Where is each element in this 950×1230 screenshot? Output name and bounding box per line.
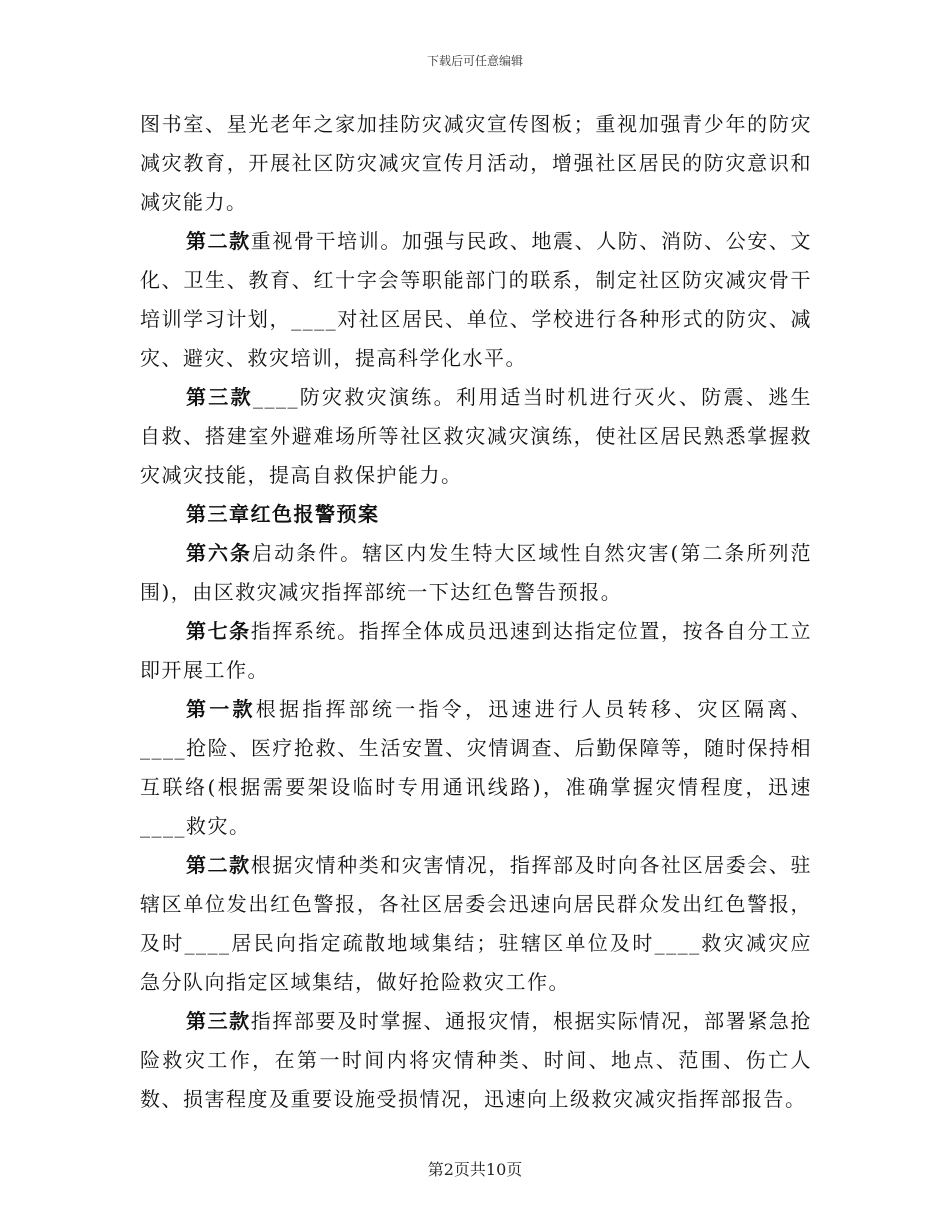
paragraph-6-text: 根据指挥部统一指令，迅速进行人员转移、灾区隔离、____抢险、医疗抢救、生活安置、灾情调查、后勤保障等，随时保持相互联络(根据需要架设临时专用通讯线路)，准确掌握灾情程度，迅速____救灾。 bbox=[140, 697, 812, 838]
paragraph-4-text: 启动条件。辖区内发生特大区域性自然灾害(第二条所列范围)，由区救灾减灾指挥部统一下达红色警告预报。 bbox=[140, 541, 812, 604]
paragraph-6 bbox=[140, 690, 812, 846]
paragraph-1-text: 图书室、星光老年之家加挂防灾减灾宣传图板；重视加强青少年的防灾减灾教育，开展社区防灾减灾宣传月活动，增强社区居民的防灾意识和减灾能力。 bbox=[140, 112, 812, 214]
clause-label: 第三款 bbox=[186, 385, 253, 409]
paragraph-3-text: ____防灾救灾演练。利用适当时机进行灭火、防震、逃生自救、搭建室外避难场所等社区救灾减灾演练，使社区居民熟悉掌握救灾减灾技能，提高自救保护能力。 bbox=[140, 385, 813, 487]
clause-label: 第二款 bbox=[186, 853, 251, 877]
paragraph-3 bbox=[140, 378, 812, 495]
paragraph-1 bbox=[140, 105, 812, 222]
paragraph-5-text: 指挥系统。指挥全体成员迅速到达指定位置，按各自分工立即开展工作。 bbox=[140, 619, 813, 682]
header-note: 下载后可任意编辑 bbox=[426, 54, 523, 68]
paragraph-4 bbox=[140, 534, 812, 612]
paragraph-7 bbox=[140, 846, 812, 1002]
paragraph-5 bbox=[140, 612, 812, 690]
paragraph-2 bbox=[140, 222, 812, 378]
page-number: 第2页共10页 bbox=[427, 1160, 523, 1179]
clause-label: 第三款 bbox=[186, 1009, 251, 1033]
clause-label: 第一款 bbox=[186, 697, 256, 721]
clause-label: 第二款 bbox=[186, 229, 251, 253]
paragraph-8 bbox=[140, 1002, 812, 1119]
paragraph-2-text: 重视骨干培训。加强与民政、地震、人防、消防、公安、文化、卫生、教育、红十字会等职能部门的联系，制定社区防灾减灾骨干培训学习计划，____对社区居民、单位、学校进行各种形式的防灾、减灾、避灾、救灾培训，提高科学化水平。 bbox=[140, 229, 813, 370]
chapter-title: 第三章红色报警预案 bbox=[186, 502, 380, 526]
article-label: 第六条 bbox=[186, 541, 253, 565]
document-body bbox=[140, 105, 812, 1119]
article-label: 第七条 bbox=[186, 619, 251, 643]
paragraph-7-text: 根据灾情种类和灾害情况，指挥部及时向各社区居委会、驻辖区单位发出红色警报，各社区居委会迅速向居民群众发出红色警报，及时____居民向指定疏散地域集结；驻辖区单位及时____救灾减灾应急分队向指定区域集结，做好抢险救灾工作。 bbox=[140, 853, 813, 994]
paragraph-8-text: 指挥部要及时掌握、通报灾情，根据实际情况，部署紧急抢险救灾工作，在第一时间内将灾情种类、时间、地点、范围、伤亡人数、损害程度及重要设施受损情况，迅速向上级救灾减灾指挥部报告。 bbox=[140, 1009, 813, 1111]
